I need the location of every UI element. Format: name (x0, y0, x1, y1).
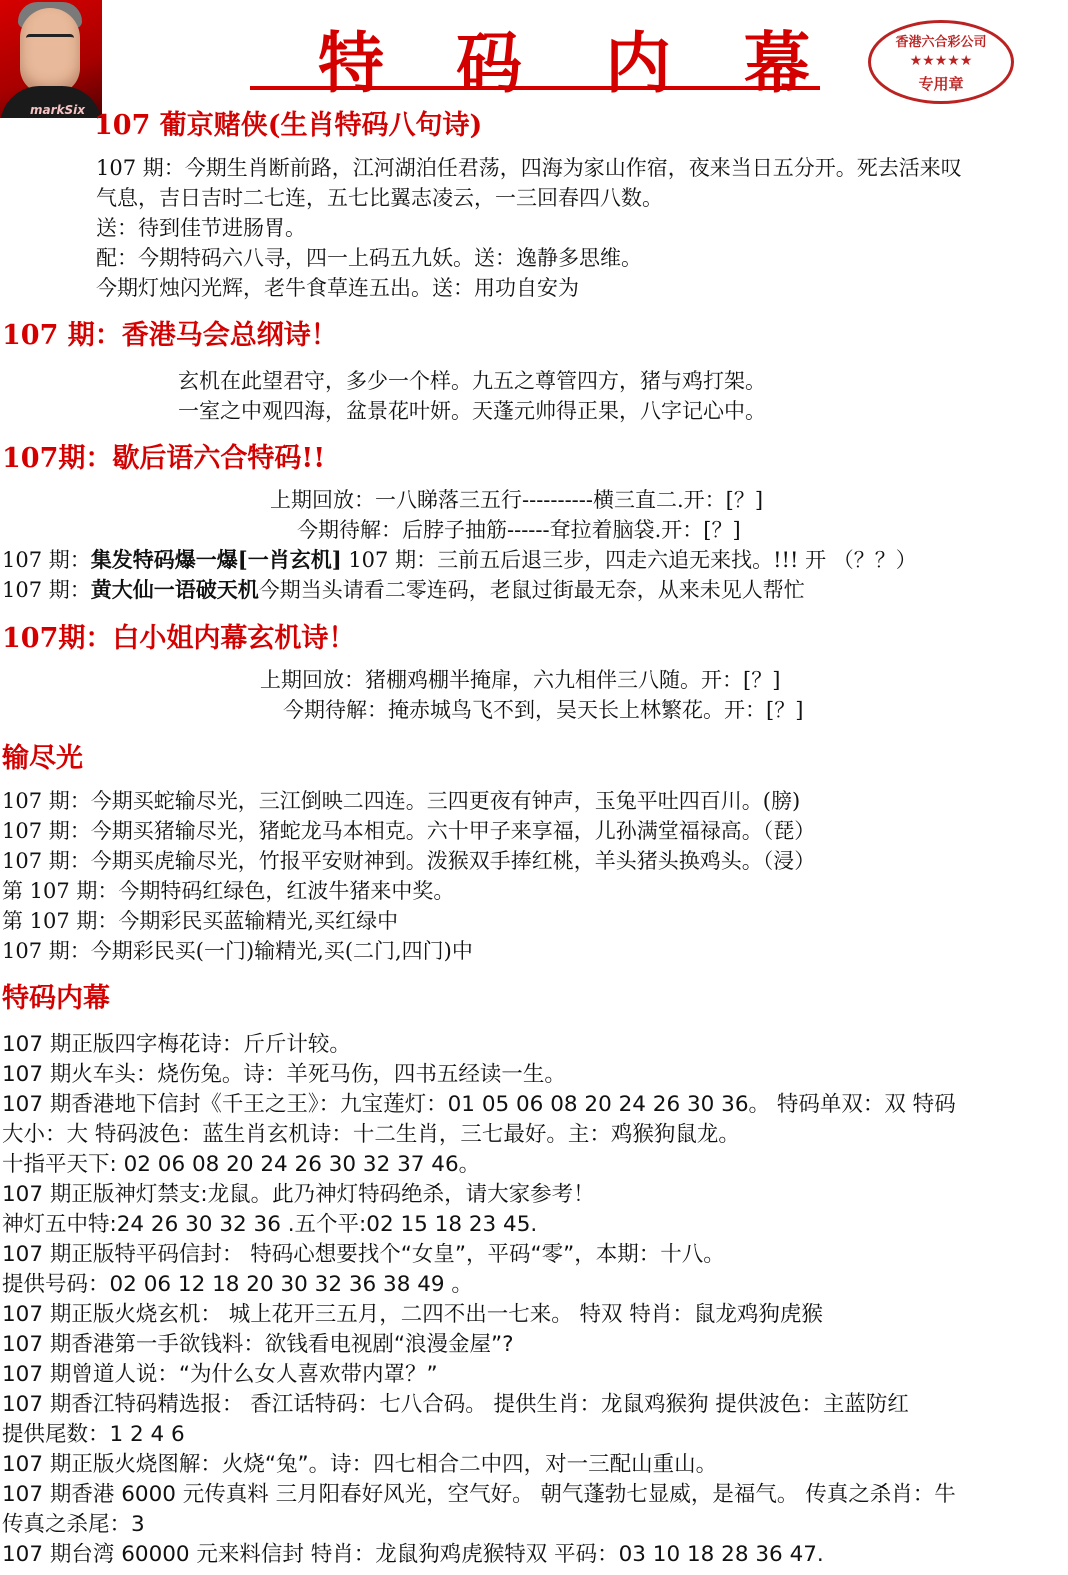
text-line: 今期待解：后脖子抽筋------耷拉着脑袋.开：[？] (297, 518, 741, 542)
text-line: 今期灯烛闪光辉，老牛食草连五出。送：用功自安为 (96, 276, 579, 300)
text-line: 第 107 期：今期彩民买蓝输精光,买红绿中 (2, 909, 399, 933)
text-line: 提供号码：02 06 12 18 20 30 32 36 38 49 。 (2, 1272, 473, 1297)
text-line: 玄机在此望君守，多少一个样。九五之尊管四方，猪与鸡打架。 (178, 369, 766, 393)
text-line: 107 期：今期买猪输尽光，猪蛇龙马本相克。六十甲子来享福，儿孙满堂福禄高。（琵） (2, 819, 816, 843)
portrait-face (20, 8, 80, 94)
text-line: 107 期火车头：烧伤兔。诗：羊死马伤，四书五经读一生。 (2, 1062, 566, 1087)
title-char-4: 幕 (744, 24, 810, 102)
text-line: 107 期正版特平码信封： 特码心想要找个“女皇”，平码“零”，本期：十八。 (2, 1242, 725, 1267)
portrait-photo (0, 0, 102, 118)
text-line: 107 期正版火烧玄机： 城上花开三五月，二四不出一七来。 特双 特肖：鼠龙鸡狗虎猴 (2, 1302, 823, 1327)
line-prefix: 107 期： (2, 578, 91, 602)
text-line: 107 期香港第一手欲钱料：欲钱看电视剧“浪漫金屋”? (2, 1332, 514, 1357)
seal-text: 香港六合彩公司 (895, 35, 987, 50)
text-line: 107 期台湾 60000 元来料信封 特肖：龙鼠狗鸡虎猴特双 平码：03 10 18 28 36 47. (2, 1542, 824, 1567)
text-line: 107 期：今期彩民买(一门)输精光,买(二门,四门)中 (2, 939, 473, 963)
text-line: 一室之中观四海，盆景花叶妍。天蓬元帅得正果，八字记心中。 (178, 399, 766, 423)
text-line: 上期回放：一八睇落三五行----------横三直二.开：[？] (270, 488, 764, 512)
text-line: 107 期香港 6000 元传真料 三月阳春好风光，空气好。 朝气蓬勃七显威，是福气。 传真之杀肖：牛 (2, 1482, 956, 1507)
title-char-3: 内 (605, 24, 671, 102)
text-line: 今期待解：掩赤城鸟飞不到，吴天长上林繁花。开：[？] (283, 698, 804, 722)
text-line: 神灯五中特:24 26 30 32 36 .五个平:02 15 18 23 45. (2, 1212, 538, 1237)
text-line: 107 期香港地下信封《千王之王》：九宝莲灯：01 05 06 08 20 24 26 30 36。 特码单双：双 特码 (2, 1092, 956, 1117)
section-heading: 特码内幕 (2, 983, 110, 1014)
text-line: 107 期：今期生肖断前路，江河湖泊任君荡，四海为家山作宿，夜来当日五分开。死去活来叹 (96, 156, 962, 180)
text-line: 提供尾数：1 2 4 6 (2, 1422, 185, 1447)
line-prefix: 107 期： (2, 548, 91, 572)
portrait-glasses (26, 34, 74, 47)
seal-use-text: 专用章 (918, 75, 964, 93)
page-title (250, 6, 820, 102)
logo-watermark: markSix (30, 103, 85, 117)
text-line: 送：待到佳节进肠胃。 (96, 216, 306, 240)
line-rest: 今期当头请看二零连码，老鼠过街最无奈，从来未见人帮忙 (258, 578, 805, 602)
text-line: 107 期正版神灯禁支:龙鼠。此乃神灯特码绝杀，请大家参考！ (2, 1182, 595, 1207)
seal-stars: ★★★★★ (909, 53, 973, 69)
text-line: 上期回放：猪棚鸡棚半掩扉，六九相伴三八随。开：[？] (260, 668, 781, 692)
section-heading: 107期：歇后语六合特码!! (2, 443, 326, 474)
text-line: 配：今期特码六八寻，四一上码五九妖。送：逸静多思维。 (96, 246, 642, 270)
section-heading: 107 期：香港马会总纲诗！ (2, 320, 338, 351)
text-line: 107 期正版火烧图解：火烧“兔”。诗：四七相合二中四，对一三配山重山。 (2, 1452, 718, 1477)
line-emphasis: 集发特码爆一爆[一肖玄机] (90, 547, 342, 572)
section-heading: 107期：白小姐内幕玄机诗！ (2, 623, 356, 654)
text-line: 107 期：今期买虎输尽光，竹报平安财神到。泼猴双手捧红桃，羊头猪头换鸡头。（浸） (2, 849, 816, 873)
text-line (2, 544, 917, 574)
section-heading: 输尽光 (2, 743, 83, 774)
company-seal (868, 20, 1014, 104)
text-line: 气息，吉日吉时二七连，五七比翼志凌云，一三回春四八数。 (96, 186, 663, 210)
section-heading: 107 葡京赌侠(生肖特码八句诗) (94, 110, 483, 141)
text-line: 传真之杀尾：3 (2, 1512, 145, 1537)
text-line: 107 期香江特码精选报： 香江话特码：七八合码。 提供生肖：龙鼠鸡猴狗 提供波色：主蓝防红 (2, 1392, 909, 1417)
text-line (2, 574, 805, 604)
title-char-1: 特 (318, 24, 384, 102)
text-line: 107 期正版四字梅花诗：斤斤计较。 (2, 1032, 351, 1057)
line-rest: 107 期：三前五后退三步，四走六追无来找。!!! 开 （？？） (341, 548, 917, 572)
text-line: 大小：大 特码波色：蓝生肖玄机诗：十二生肖，三七最好。主：鸡猴狗鼠龙。 (2, 1122, 740, 1147)
text-line: 第 107 期：今期特码红绿色，红波牛猪来中奖。 (2, 879, 455, 903)
title-char-2: 码 (456, 24, 522, 102)
text-line: 十指平天下: 02 06 08 20 24 26 30 32 37 46。 (2, 1152, 481, 1177)
text-line: 107 期：今期买蛇输尽光，三江倒映二四连。三四更夜有钟声，玉兔平吐四百川。(膀) (2, 789, 801, 813)
text-line: 107 期曾道人说：“为什么女人喜欢带内罩？” (2, 1362, 438, 1387)
line-emphasis: 黄大仙一语破天机 (90, 577, 259, 602)
